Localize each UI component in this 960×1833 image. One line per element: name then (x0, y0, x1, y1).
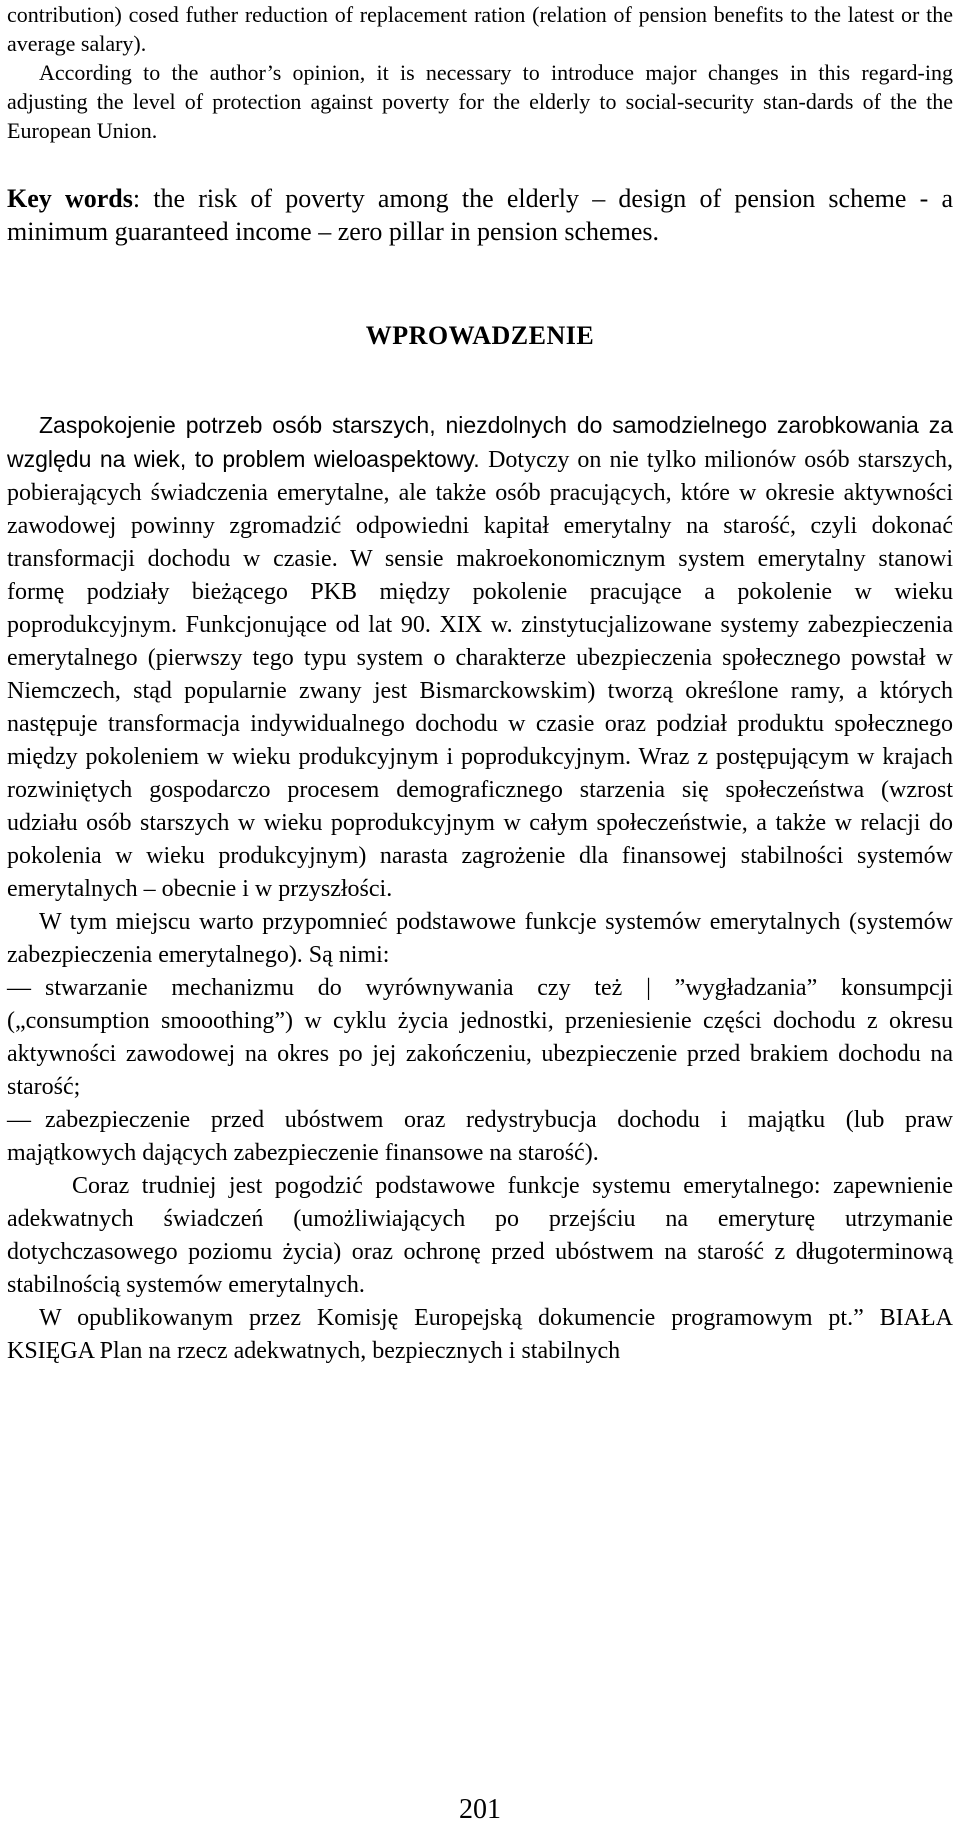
body-paragraph-1-rest: Dotyczy on nie tylko milionów osób starszych, pobierających świadczenia emerytalne, ale także osób pracujących, które w okresie aktywności zawodowej powinny zgromadzić odpowiedni kapitał emerytalny na starość, czyli dokonać transformacji dochodu w czasie. W sensie makroekonomicznym system emerytalny stanowi formę podziały bieżącego PKB między pokolenie pracujące a pokolenie w wieku poprodukcyjnym. Funkcjonujące od lat 90. XIX w. zinstytucjalizowane systemy zabezpieczenia emerytalnego (pierwszy tego typu system o charakterze ubezpieczenia społecznego powstał w Niemczech, stąd popularnie zwany jest Bismarckowskim) tworzą określone ramy, a których następuje transformacja indywidualnego dochodu w czasie oraz podział produktu społecznego między pokoleniem w wieku produkcyjnym i poprodukcyjnym. Wraz z postępującym w krajach rozwiniętych gospodarczo procesem demograficznego starzenia się społeczeństwa (wzrost udziału osób starszych w wieku poprodukcyjnym w całym społeczeństwie, a także w relacji do pokolenia w wieku produkcyjnym) narasta zagrożenie dla finansowej stabilności systemów emerytalnych – obecnie i w przyszłości. (7, 447, 954, 902)
abstract (7, 0, 953, 145)
body-paragraph-1-lead: Zaspokojenie potrzeb osób starszych, niezdolnych do samodzielnego zarobkowania za względu na wiek, to problem wieloaspektowy. (7, 412, 953, 472)
body-paragraph-2: W tym miejscu warto przypomnieć podstawowe funkcje systemów emerytalnych (systemów zabezpieczenia emerytalnego). Są nimi: (7, 909, 953, 968)
abstract-paragraph: According to the author’s opinion, it is necessary to introduce major changes in this regard-ing adjusting the level of protection against poverty for the elderly to social-security stan-dards of the the European Union. (7, 60, 953, 143)
body-paragraph-3: Coraz trudniej jest pogodzić podstawowe funkcje systemu emerytalnego: zapewnienie adekwatnych świadczeń (umożliwiających po przejściu na emeryturę utrzymanie dotychczasowego poziomu życia) oraz ochronę przed ubóstwem na starość z długoterminową stabilnością systemów emerytalnych. (7, 1173, 953, 1298)
dash-mark: — (7, 1107, 31, 1133)
keywords-label: Key words (7, 184, 133, 213)
dash-item-1-text: stwarzanie mechanizmu do wyrównywania czy też | ”wygładzania” konsumpcji („consumption smooothing”) w cyklu życia jednostki, przeniesienie części dochodu z okresu aktywności zawodowej na okres po jej zakończeniu, ubezpieczenie przed brakiem dochodu na starość; (7, 975, 953, 1100)
keywords (7, 182, 953, 248)
body-paragraph-4: W opublikowanym przez Komisję Europejską dokumencie programowym pt.” BIAŁA KSIĘGA Plan na rzecz adekwatnych, bezpiecznych i stabilnych (7, 1305, 953, 1364)
page-number: 201 (459, 1794, 501, 1825)
dash-item-2-text: zabezpieczenie przed ubóstwem oraz redystrybucja dochodu i majątku (lub praw majątkowych dających zabezpieczenie finansowe na starość). (7, 1107, 953, 1166)
dash-mark: — (7, 975, 31, 1001)
dash-item-1 (7, 972, 953, 1104)
section-heading: WPROWADZENIE (365, 321, 595, 350)
dash-item-2 (7, 1104, 953, 1170)
keywords-text: : the risk of poverty among the elderly – design of pension scheme - a minimum guaranteed income – zero pillar in pension schemes. (7, 184, 953, 246)
abstract-line: contribution) cosed futher reduction of replacement ration (relation of pension benefits to the latest or the average salary). (7, 2, 953, 56)
body-paragraph-1 (7, 409, 953, 906)
body-text (7, 409, 953, 1368)
